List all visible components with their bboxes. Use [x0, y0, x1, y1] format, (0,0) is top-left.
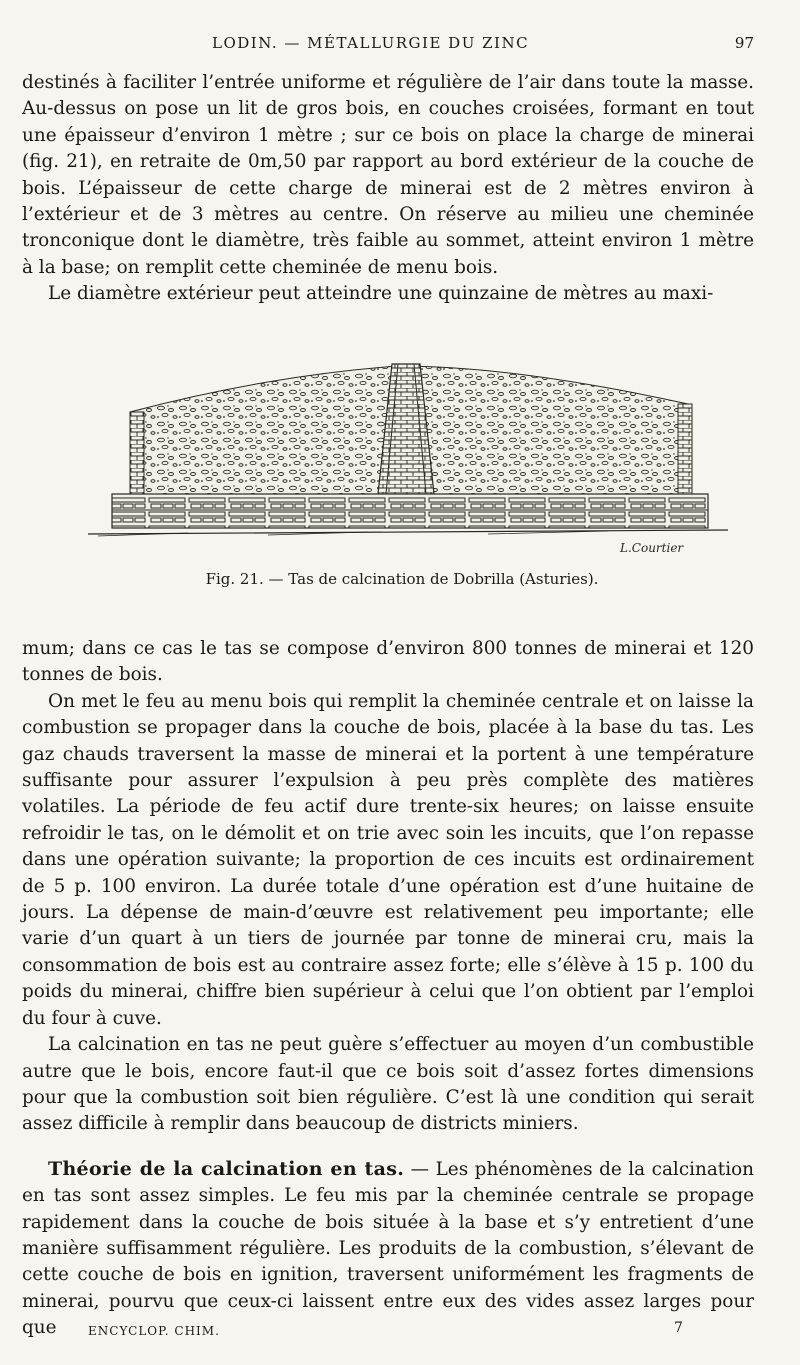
signature-mark: ENCYCLOP. CHIM. [88, 1324, 220, 1338]
paragraph: mum; dans ce cas le tas se compose d’environ 800 tonnes de minerai et 120 tonnes de bois. [22, 638, 754, 686]
paragraph: La calcination en tas ne peut guère s’effectuer au moyen d’un combustible autre que le bois, encore faut-il que ce bois soit d’assez fortes dimensions pour que la combustion soit bien régulière. C’est là une condition qui serait assez difficile à remplir dans beaucoup de districts miniers. [22, 1034, 754, 1135]
paragraph: destinés à faciliter l’entrée uniforme et régulière de l’air dans toute la masse. Au-dessus on pose un lit de gros bois, en couches croisées, formant en tout une épaisseur d’environ 1 mètre ; sur ce bois on place la charge de minerai (fig. 21), en retraite de 0m,50 par rapport au bord extérieur de la couche de bois. L’épaisseur de cette charge de minerai est de 2 mètres environ à l’extérieur et de 3 mètres au centre. On réserve au milieu une cheminée tronconique dont le diamètre, très faible au sommet, atteint environ 1 mètre à la base; on remplit cette cheminée de menu bois. [22, 72, 754, 278]
running-title: LODIN. — MÉTALLURGIE DU ZINC [212, 34, 530, 52]
section-heading: Théorie de la calcination en tas. [48, 1157, 405, 1180]
paragraph: Le diamètre extérieur peut atteindre une quinzaine de mètres au maxi- [48, 283, 714, 305]
figure-calcination-heap [68, 356, 754, 556]
running-header [22, 34, 754, 56]
paragraph-body: — Les phénomènes de la calcination en tas sont assez simples. Le feu mis par la cheminée centrale se propage rapidement dans la couche de bois située à la base et s’y entretient d’une manière suffisamment régulière. Les produits de la combustion, s’élevant de cette couche de bois en ignition, traversent uniformément les fragments de minerai, pourvu que ceux-ci laissent entre eux des vides assez larges pour que [22, 1158, 754, 1339]
sheet-number: 7 [674, 1320, 684, 1336]
page-number: 97 [734, 34, 754, 52]
paragraph: On met le feu au menu bois qui remplit la cheminée centrale et on laisse la combustion se propager dans la couche de bois, placée à la base du tas. Les gaz chauds traversent la masse de minerai et la portent à une température suffisante pour assurer l’expulsion à peu près complète des matières volatiles. La période de feu actif dure trente-six heures; on laisse ensuite refroidir le tas, on le démolit et on trie avec soin les incuits, que l’on repasse dans une opération suivante; la proportion de ces incuits est ordinairement de 5 p. 100 environ. La durée totale d’une opération est d’une huitaine de jours. La dépense de main-d’œuvre est relativement peu importante; elle varie d’un quart à un tiers de journée par tonne de minerai cru, mais la consommation de bois est au contraire assez forte; elle s’élève à 15 p. 100 du poids du minerai, chiffre bien supérieur à celui que l’on obtient par l’emploi du four à cuve. [22, 690, 754, 1029]
text-block-bottom [22, 636, 754, 1342]
heap-illustration [68, 356, 754, 556]
book-page [22, 0, 754, 1365]
paragraph-theory [22, 1156, 754, 1342]
text-block-top [22, 70, 754, 308]
page-footer [22, 1320, 754, 1340]
illustrator-signature: L.Courtier [620, 541, 684, 555]
figure-caption: Fig. 21. — Tas de calcination de Dobrilla (Asturies). [205, 570, 599, 588]
